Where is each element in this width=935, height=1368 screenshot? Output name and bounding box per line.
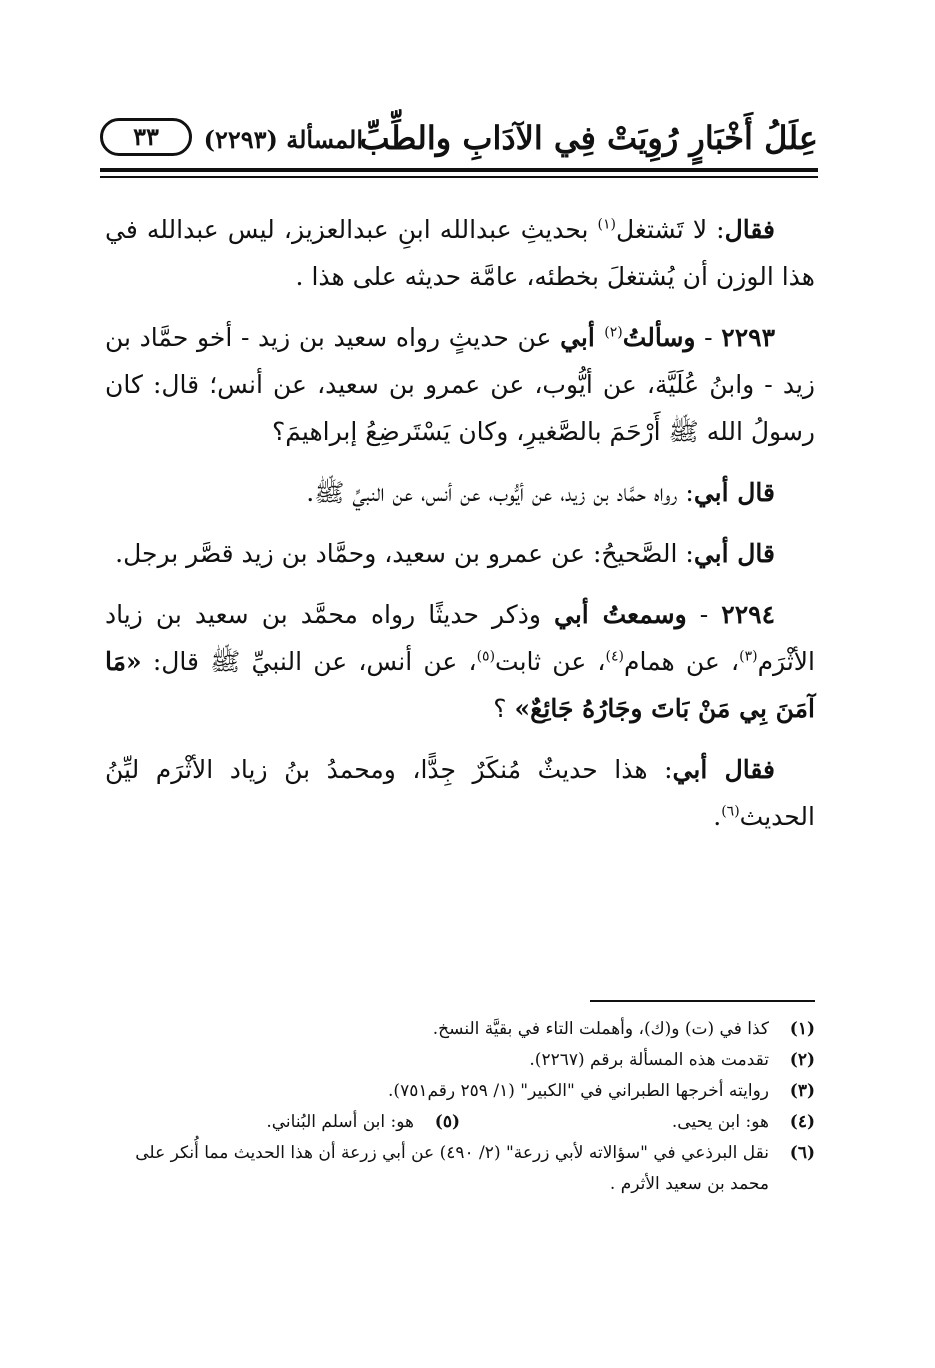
book-title: عِلَلُ أَخْبَارٍ رُوِيَتْ فِي الآدَابِ والطِّبِّ [359,119,818,157]
paragraph-2293 [105,314,815,455]
text-run: : رواه حمَّاد بن زيد، عن أيُّوب، عن أنس، عن النبيِّ ﷺ. [306,478,694,507]
footnote-ref-6[interactable]: (٦) [721,803,740,820]
footnote-number: (٢) [789,1050,815,1070]
running-header [100,112,818,164]
footnote-ref-1[interactable]: (١) [597,216,616,233]
text-run: : هذا حديثٌ مُنكَرٌ جِدًّا، ومحمدُ بنُ زياد الأثْرَم ليِّنُ الحديث [105,755,815,831]
footnote-text: تقدمت هذه المسألة برقم (٢٢٦٧). [529,1050,769,1070]
text-run: ، عن همام [623,647,740,676]
footnotes-section [105,1014,815,1200]
text-run: . [713,802,722,831]
body-text [105,206,815,840]
speaker-label: فقال [724,215,775,244]
speaker-label: وسألتُ [622,323,696,352]
page-number-badge: ٣٣ [100,118,192,156]
footnote-4 [460,1107,815,1138]
header-rule-thick [100,168,818,172]
text-run: - [695,323,722,352]
footnote-text: روايته أخرجها الطبراني في "الكبير" (١/ ٢٥٩ رقم٧٥١). [388,1081,769,1101]
paragraph-4 [105,530,815,577]
paragraph-1 [105,206,815,300]
speaker-label: أبي [560,323,605,352]
speaker-label: فقال أبي [672,755,775,784]
footnote-ref-2[interactable]: (٢) [604,324,623,341]
text-run: عن حديثٍ رواه سعيد بن زيد - أخو حمَّاد بن زيد - وابنُ عُلَيَّة، عن أيُّوب، عن عمرو بن سعيد، عن أنس؛ قال: كان رسولُ الله ﷺ أَرْحَمَ بالصَّغيرِ، وكان يَسْتَرضِعُ إبراهيمَ؟ [105,323,815,446]
footnote-ref-5[interactable]: (٥) [476,648,496,665]
speaker-label: قال أبي [693,478,775,507]
footnote-number: (٥) [434,1112,460,1132]
paragraph-2294 [105,591,815,732]
footnote-separator [590,1000,815,1002]
footnote-text: هو: ابن أسلم البُناني. [266,1112,414,1132]
footnote-6 [105,1138,815,1200]
speaker-label: قال أبي [693,539,775,568]
hadith-quote: «مَا آمَنَ بِي مَنْ بَاتَ وجَارُهُ جَائِعٌ» [105,647,815,723]
footnote-5 [105,1107,460,1138]
footnote-row-4-5 [105,1107,815,1138]
footnote-text: كذا في (ت) و(ك)، وأهملت التاء في بقيَّة النسخ. [432,1019,769,1039]
text-run: ، عن ثابت [495,647,606,676]
footnote-number: (٣) [789,1081,815,1101]
footnote-number: (٦) [789,1143,815,1163]
issue-label: المسألة (٢٢٩٣) [203,125,363,154]
speaker-label: وسمعتُ أبي [554,600,687,629]
footnote-3 [105,1076,815,1107]
paragraph-3 [105,469,815,516]
text-run: ؟ [493,694,515,723]
text-run: بحديثِ عبدالله ابنِ عبدالعزيز، ليس عبدالله في هذا الوزن أن يُشتغلَ بخطئه، عامَّة حديثه على هذا . [105,215,815,291]
footnote-text: هو: ابن يحيى. [671,1112,769,1132]
text-run: : لا تَشتغل [615,215,725,244]
issue-number: ٢٢٩٣ [721,323,776,352]
issue-number: ٢٢٩٤ [721,600,776,629]
footnote-text: نقل البرذعي في "سؤالاته لأبي زرعة" (٢/ ٤٩٠) عن أبي زرعة أن هذا الحديث مما أُنكر على محمد بن سعيد الأثرم . [135,1143,769,1194]
text-run: : الصَّحيحُ: عن عمرو بن سعيد، وحمَّاد بن زيد قصَّر برجل. [115,539,694,568]
text-run: وذكر حديثًا رواه محمَّد بن سعيد بن زياد الأثْرَم [105,600,815,676]
footnote-2 [105,1045,815,1076]
footnote-ref-4[interactable]: (٤) [605,648,624,665]
footnote-number: (٤) [789,1112,815,1132]
text-run: - [686,600,722,629]
text-run: ، عن أنس، عن النبيِّ ﷺ قال: [141,647,477,676]
header-rule-thin [100,176,818,178]
paragraph-6 [105,746,815,840]
footnote-ref-3[interactable]: (٣) [739,648,758,665]
footnote-1 [105,1014,815,1045]
footnote-number: (١) [789,1019,815,1039]
